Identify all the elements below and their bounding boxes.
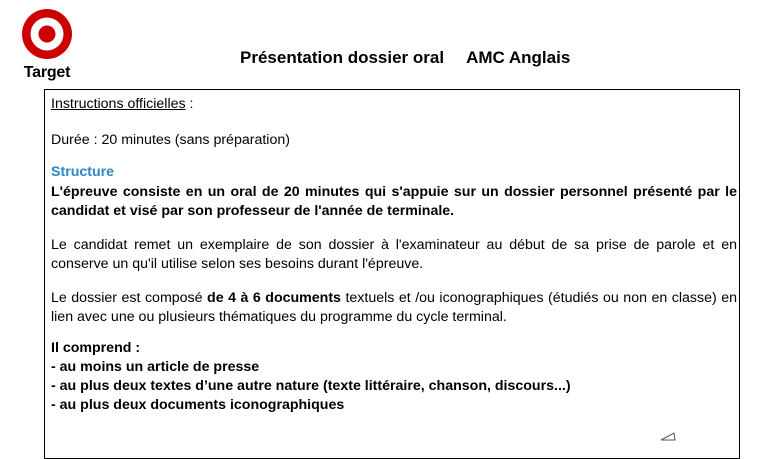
submission-paragraph: Le candidat remet un exemplaire de son dossier à l'examinateur au début de sa prise de parole et en conserve un qu'il utilise selon ses besoins durant l'épreuve. (51, 237, 737, 272)
composition-paragraph (51, 289, 737, 327)
intro-paragraph: L'épreuve consiste en un oral de 20 minutes qui s'appuie sur un dossier personnel présenté par le candidat et visé par son professeur de l'année de terminale. (51, 184, 737, 219)
instructions-content (51, 95, 737, 415)
bullseye-icon (21, 8, 73, 60)
logo-wordmark: Target (23, 64, 71, 81)
composition-end: textuels et /ou iconographiques (étudiés ou non en classe) en lien avec une ou plusieurs thématiques du programme du cycle terminal. (51, 290, 737, 325)
instructions-heading (51, 95, 737, 114)
contents-list (51, 339, 737, 415)
duration-line: Durée : 20 minutes (sans préparation) (51, 132, 290, 148)
heading-suffix: : (185, 96, 194, 112)
list-item: - au plus deux textes d’une autre nature (texte littéraire, chanson, discours...) (51, 378, 571, 394)
page-curl-mark (660, 432, 676, 441)
list-item: - au moins un article de presse (51, 359, 260, 375)
heading-underlined: Instructions officielles (51, 96, 186, 112)
composition-start: Le dossier est composé (51, 290, 208, 306)
list-item: - au plus deux documents iconographiques (51, 397, 345, 413)
composition-count: de 4 à 6 documents (207, 290, 341, 306)
title-subject: AMC Anglais (466, 48, 571, 67)
target-logo (14, 8, 80, 84)
title-main: Présentation dossier oral (240, 48, 445, 67)
contents-label: Il comprend : (51, 340, 141, 356)
document-title (240, 48, 570, 68)
structure-heading: Structure (51, 164, 115, 180)
